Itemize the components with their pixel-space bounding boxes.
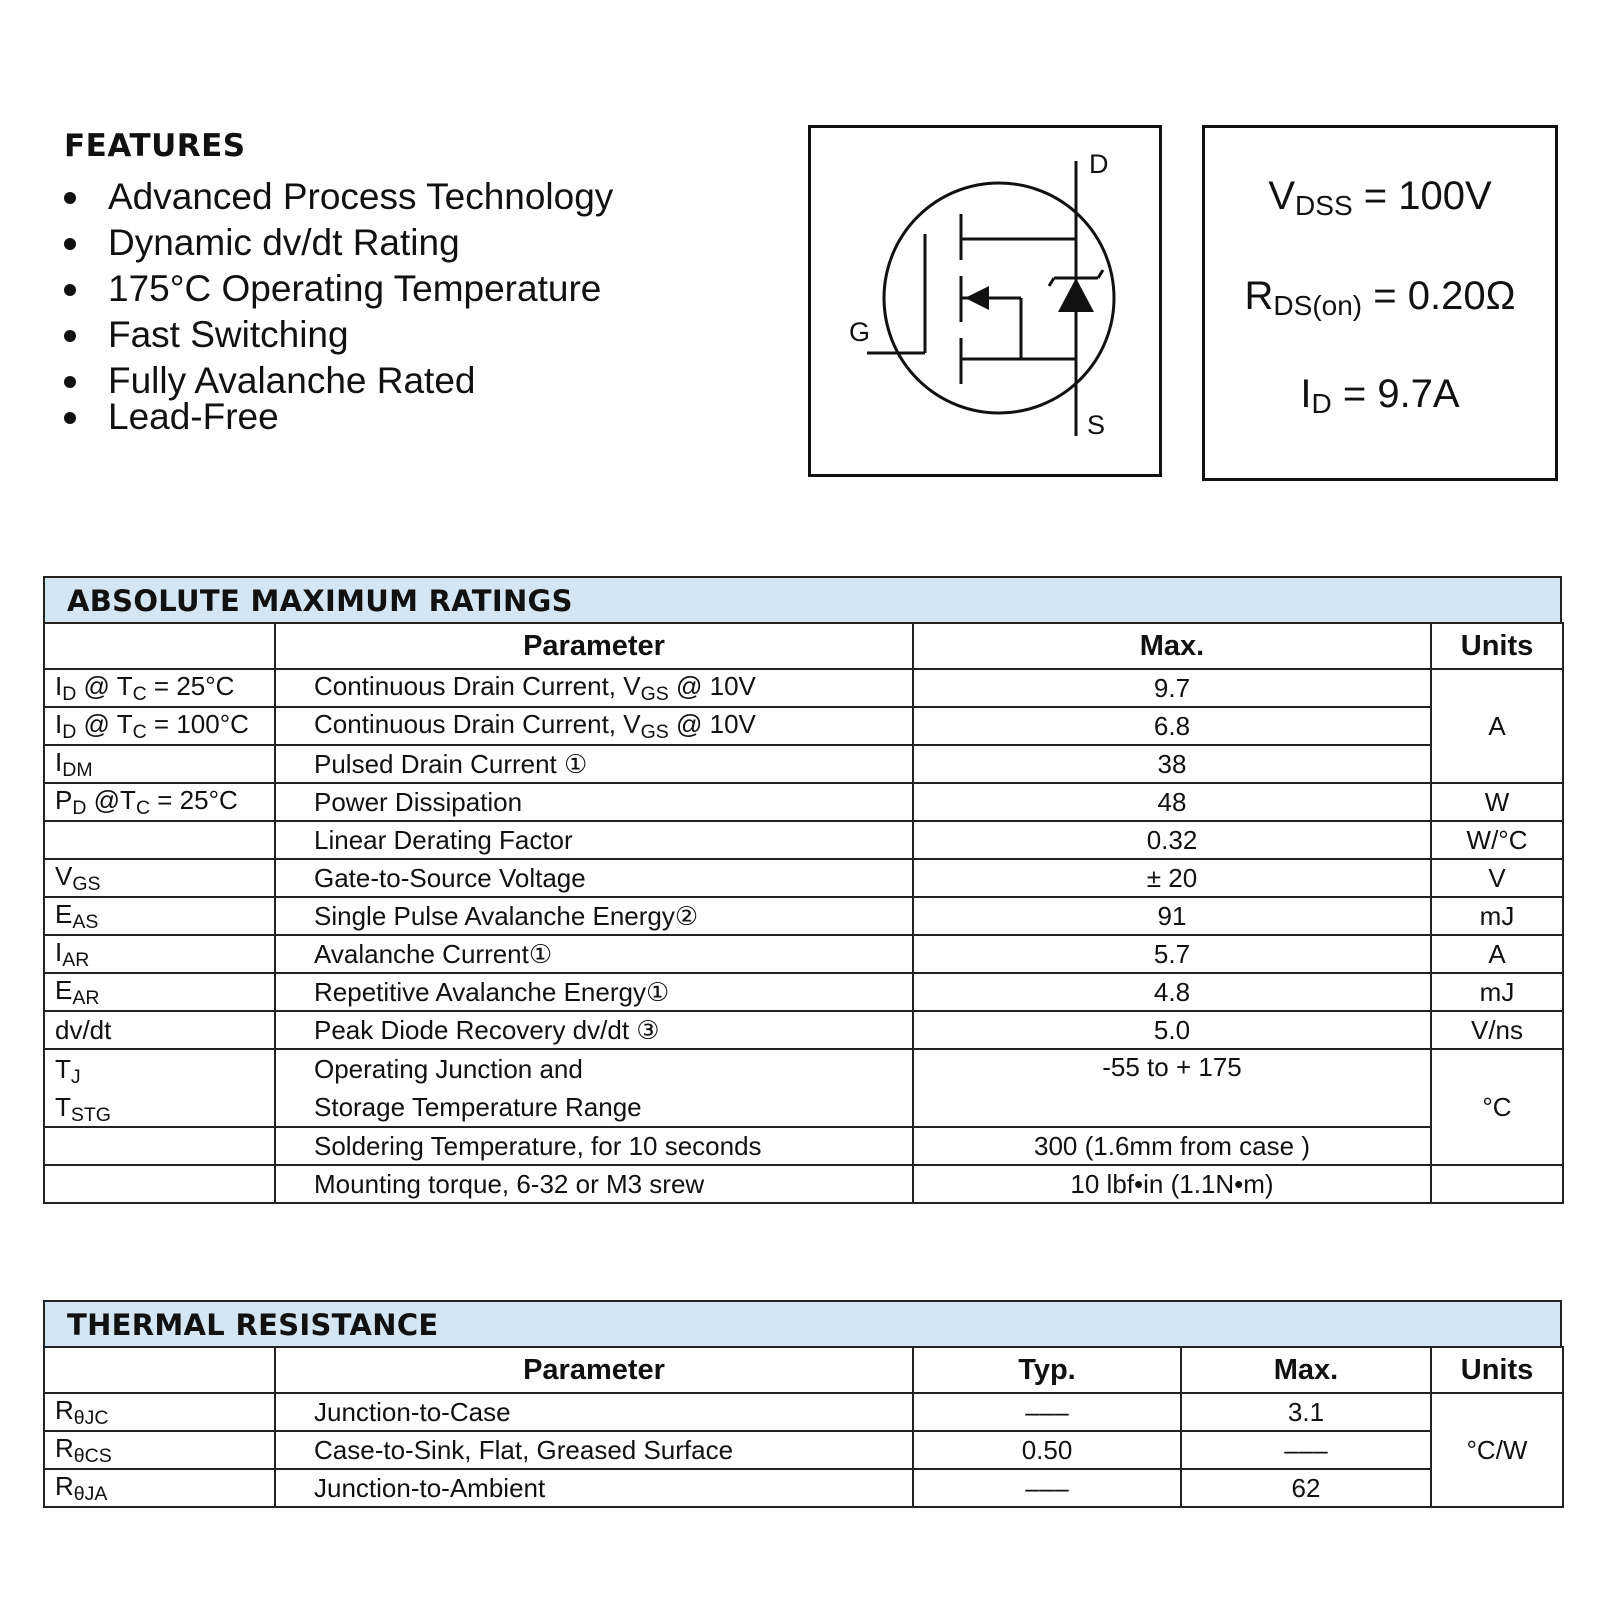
symbol-cell: $E_{AS}$ bbox=[44, 897, 275, 935]
id-spec: $I_D = 9.7A$ bbox=[1300, 372, 1460, 419]
features-list bbox=[64, 174, 744, 440]
parameter-cell: Gate-to-Source Voltage bbox=[275, 859, 913, 897]
bullet-icon bbox=[64, 376, 76, 388]
thermal-table bbox=[43, 1346, 1564, 1508]
units-cell: °C bbox=[1431, 1049, 1563, 1165]
parameter-cell: Pulsed Drain Current ① bbox=[275, 745, 913, 783]
max-header: Max. bbox=[1181, 1347, 1431, 1393]
max-cell: 0.32 bbox=[913, 821, 1431, 859]
table-row bbox=[44, 897, 1563, 935]
max-cell: 5.7 bbox=[913, 935, 1431, 973]
parameter-cell: Power Dissipation bbox=[275, 783, 913, 821]
table-row bbox=[44, 1393, 1563, 1431]
amr-table bbox=[43, 622, 1564, 1204]
table-row bbox=[44, 821, 1563, 859]
table-row bbox=[44, 1011, 1563, 1049]
gate-label: G bbox=[849, 317, 871, 347]
bullet-icon bbox=[64, 284, 76, 296]
parameter-header: Parameter bbox=[275, 623, 913, 669]
max-cell: 300 (1.6mm from case ) bbox=[913, 1127, 1431, 1165]
table-row bbox=[44, 783, 1563, 821]
symbol-cell: $V_{GS}$ bbox=[44, 859, 275, 897]
table-row bbox=[44, 973, 1563, 1011]
bullet-icon bbox=[64, 412, 76, 424]
parameter-cell: Single Pulse Avalanche Energy② bbox=[275, 897, 913, 935]
max-cell: 38 bbox=[913, 745, 1431, 783]
max-cell: 62 bbox=[1181, 1469, 1431, 1507]
table-row bbox=[44, 1469, 1563, 1507]
units-cell: V/ns bbox=[1431, 1011, 1563, 1049]
drain-label: D bbox=[1089, 149, 1109, 179]
max-header: Max. bbox=[913, 623, 1431, 669]
feature-item: Lead-Free bbox=[64, 394, 744, 440]
units-cell: A bbox=[1431, 935, 1563, 973]
symbol-cell: $P_D$ $@T_C = 25^\circ C$ bbox=[44, 783, 275, 821]
feature-item: 175°C Operating Temperature bbox=[64, 266, 744, 312]
feature-item: Fast Switching bbox=[64, 312, 744, 358]
parameter-cell: Junction-to-Ambient bbox=[275, 1469, 913, 1507]
max-cell: 4.8 bbox=[913, 973, 1431, 1011]
features-section bbox=[64, 128, 744, 440]
symbol-cell bbox=[44, 1127, 275, 1165]
features-title: FEATURES bbox=[64, 128, 246, 164]
parameter-cell: Continuous Drain Current, $V_{GS}$ @ 10V bbox=[275, 669, 913, 707]
typ-cell: ––– bbox=[913, 1469, 1181, 1507]
table-row bbox=[44, 1165, 1563, 1203]
table-header-row bbox=[44, 1347, 1563, 1393]
max-cell: 10 lbf•in (1.1N•m) bbox=[913, 1165, 1431, 1203]
absolute-maximum-ratings bbox=[43, 576, 1562, 1204]
thermal-resistance bbox=[43, 1300, 1562, 1508]
typ-cell: ––– bbox=[913, 1393, 1181, 1431]
symbol-cell: $E_{AR}$ bbox=[44, 973, 275, 1011]
symbol-cell: $I_D$ @ $T_C = 25^\circ C$ bbox=[44, 669, 275, 707]
max-cell: 5.0 bbox=[913, 1011, 1431, 1049]
table-row bbox=[44, 1049, 1563, 1127]
max-cell: 48 bbox=[913, 783, 1431, 821]
typ-header: Typ. bbox=[913, 1347, 1181, 1393]
units-cell: W bbox=[1431, 783, 1563, 821]
key-specs-box bbox=[1202, 125, 1558, 481]
symbol-cell: $I_{DM}$ bbox=[44, 745, 275, 783]
max-cell: ± 20 bbox=[913, 859, 1431, 897]
table-row bbox=[44, 1431, 1563, 1469]
table-row bbox=[44, 745, 1563, 783]
units-cell: mJ bbox=[1431, 973, 1563, 1011]
units-cell: A bbox=[1431, 669, 1563, 783]
symbol-cell: $I_D$ @ $T_C = 100^\circ C$ bbox=[44, 707, 275, 745]
mosfet-symbol-icon bbox=[811, 128, 1159, 474]
max-cell: ––– bbox=[1181, 1431, 1431, 1469]
table-header-row bbox=[44, 623, 1563, 669]
parameter-cell: Mounting torque, 6-32 or M3 srew bbox=[275, 1165, 913, 1203]
max-cell: 6.8 bbox=[913, 707, 1431, 745]
units-header: Units bbox=[1431, 1347, 1563, 1393]
symbol-cell bbox=[44, 821, 275, 859]
feature-item: Advanced Process Technology bbox=[64, 174, 744, 220]
units-cell: °C/W bbox=[1431, 1393, 1563, 1507]
max-cell: 9.7 bbox=[913, 669, 1431, 707]
symbol-header bbox=[44, 623, 275, 669]
parameter-cell: Linear Derating Factor bbox=[275, 821, 913, 859]
symbol-cell: $T_J$ $T_{STG}$ bbox=[44, 1049, 275, 1127]
bullet-icon bbox=[64, 238, 76, 250]
feature-item: Dynamic dv/dt Rating bbox=[64, 220, 744, 266]
table-row bbox=[44, 669, 1563, 707]
max-cell: 91 bbox=[913, 897, 1431, 935]
typ-cell: 0.50 bbox=[913, 1431, 1181, 1469]
parameter-cell: Avalanche Current① bbox=[275, 935, 913, 973]
parameter-cell: Operating Junction and Storage Temperature Range bbox=[275, 1049, 913, 1127]
units-cell: V bbox=[1431, 859, 1563, 897]
symbol-cell: dv/dt bbox=[44, 1011, 275, 1049]
parameter-header: Parameter bbox=[275, 1347, 913, 1393]
source-label: S bbox=[1087, 410, 1106, 440]
amr-title: ABSOLUTE MAXIMUM RATINGS bbox=[43, 576, 1562, 622]
max-cell: 3.1 bbox=[1181, 1393, 1431, 1431]
units-header: Units bbox=[1431, 623, 1563, 669]
rds-on-spec: $R_{DS(on)} = 0.20\Omega$ bbox=[1244, 274, 1516, 321]
symbol-cell: $R_{\theta JA}$ bbox=[44, 1469, 275, 1507]
parameter-cell: Junction-to-Case bbox=[275, 1393, 913, 1431]
table-row bbox=[44, 707, 1563, 745]
parameter-cell: Repetitive Avalanche Energy① bbox=[275, 973, 913, 1011]
parameter-cell: Soldering Temperature, for 10 seconds bbox=[275, 1127, 913, 1165]
bullet-icon bbox=[64, 192, 76, 204]
thermal-title: THERMAL RESISTANCE bbox=[43, 1300, 1562, 1346]
units-cell: mJ bbox=[1431, 897, 1563, 935]
mosfet-symbol-box bbox=[808, 125, 1162, 477]
parameter-cell: Case-to-Sink, Flat, Greased Surface bbox=[275, 1431, 913, 1469]
units-cell bbox=[1431, 1165, 1563, 1203]
symbol-header bbox=[44, 1347, 275, 1393]
table-row bbox=[44, 1127, 1563, 1165]
bullet-icon bbox=[64, 330, 76, 342]
table-row bbox=[44, 935, 1563, 973]
symbol-cell: $R_{\theta JC}$ bbox=[44, 1393, 275, 1431]
parameter-cell: Continuous Drain Current, $V_{GS}$ @ 10V bbox=[275, 707, 913, 745]
units-cell: W/°C bbox=[1431, 821, 1563, 859]
symbol-cell: $I_{AR}$ bbox=[44, 935, 275, 973]
feature-item: Fully Avalanche Rated bbox=[64, 358, 744, 404]
parameter-cell: Peak Diode Recovery dv/dt ③ bbox=[275, 1011, 913, 1049]
vdss-spec: $V_{DSS} = 100V$ bbox=[1268, 174, 1492, 221]
symbol-cell bbox=[44, 1165, 275, 1203]
max-cell: -55 to + 175 bbox=[913, 1049, 1431, 1127]
symbol-cell: $R_{\theta CS}$ bbox=[44, 1431, 275, 1469]
table-row bbox=[44, 859, 1563, 897]
